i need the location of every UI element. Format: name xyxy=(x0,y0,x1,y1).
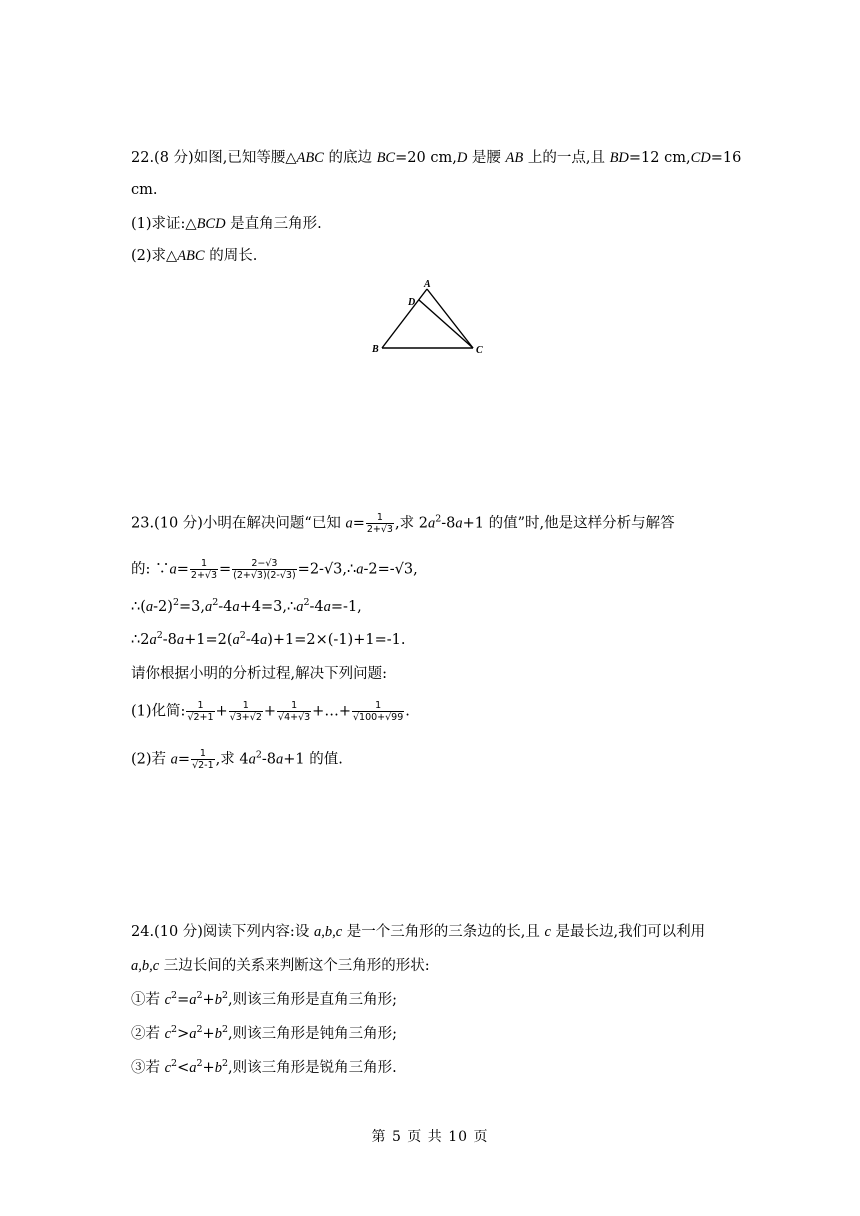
q23-part-1: (1)化简: $\frac{1}{√2+1}$ + $\frac{1}{√3+√2}$ + $\frac{1}{√4+√3}$ +…+ $\frac{1}{√100+√99}$ . xyxy=(131,700,410,723)
q23-line-5: 请你根据小明的分析过程,解决下列问题: xyxy=(131,666,387,682)
fraction: $\frac{1}{√2-1}$ xyxy=(192,748,214,771)
fraction: $\frac{1}{√4+√3}$ xyxy=(278,700,311,723)
triangle-figure xyxy=(368,276,492,360)
edge-ba xyxy=(382,289,427,348)
q24-line-2: a,b,c 三边长间的关系来判断这个三角形的形状: xyxy=(131,958,430,974)
label-c: C xyxy=(476,345,483,356)
fraction: $\frac{1}{2+√3}$ xyxy=(190,558,218,581)
edge-ac xyxy=(427,289,473,348)
page-footer: 第 5 页 共 10 页 xyxy=(371,1129,489,1145)
q24-line-1: 24.(10 分)阅读下列内容:设 a,b,c 是一个三角形的三条边的长,且 c 是最长边,我们可以利用 xyxy=(131,924,706,940)
label-a: A xyxy=(424,279,431,290)
q23-line-1: 23.(10 分)小明在解决问题“已知 a= $\frac{1}{2+√3}$ ,求 $2a^2-8a+1$ 的值”时,他是这样分析与解答 xyxy=(131,512,675,535)
q22-line-2: cm. xyxy=(131,182,158,198)
fraction: $\frac{1}{√2+1}$ xyxy=(187,700,214,723)
q23-part-2: (2)若 a= $\frac{1}{√2-1}$ ,求 $4a^2-8a+1$ 的值. xyxy=(131,748,343,771)
q23-line-4: $\therefore 2a^2-8a+1=2(a^2-4a)+1=2\times(-1)+1=-1$. xyxy=(131,630,406,648)
fraction: $\frac{1}{√100+√99}$ xyxy=(352,700,404,723)
fraction: $\frac{1}{2+√3}$ xyxy=(366,512,393,535)
q23-line-2: 的: ∵a= $\frac{1}{2+√3}$ = $\frac{2-√3}{(2+√3)(2-√3)}$ =2-√3,∴a-2=-√3, xyxy=(131,558,418,581)
label-d: D xyxy=(408,297,416,308)
q24-case-2: ②若 $c^2>a^2+b^2$,则该三角形是钝角三角形; xyxy=(131,1024,397,1042)
fraction: $\frac{2-√3}{(2+√3)(2-√3)}$ xyxy=(233,558,296,581)
q22-part-2: (2)求△ABC 的周长. xyxy=(131,248,258,264)
fraction: $\frac{1}{√3+√2}$ xyxy=(229,700,262,723)
label-b: B xyxy=(372,344,379,355)
q24-case-3: ③若 $c^2<a^2+b^2$,则该三角形是锐角三角形. xyxy=(131,1058,397,1076)
q22-line-1: 22.(8 分)如图,已知等腰△ABC 的底边 BC=20 cm,D 是腰 AB 上的一点,且 BD=12 cm,CD=16 xyxy=(131,150,742,166)
q22-part-1: (1)求证:△BCD 是直角三角形. xyxy=(131,216,322,232)
q24-case-1: ①若 $c^2=a^2+b^2$,则该三角形是直角三角形; xyxy=(131,990,397,1008)
edge-dc xyxy=(419,300,473,348)
q23-line-3: $\therefore(a-2)^2=3,a^2-4a+4=3,\therefore a^2-4a=-1$, xyxy=(131,597,362,615)
